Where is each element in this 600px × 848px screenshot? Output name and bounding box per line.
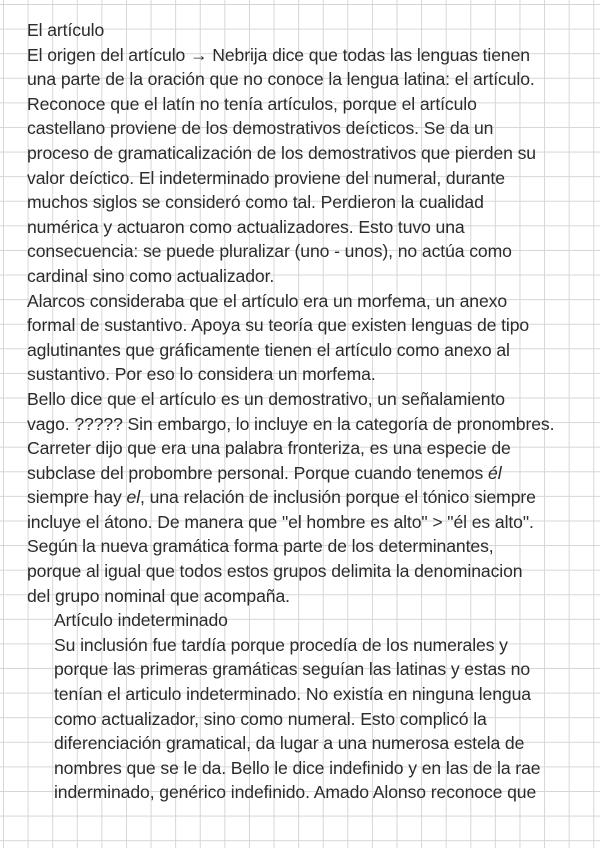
text-line: formal de sustantivo. Apoya su teoría que existen lenguas de tipo — [27, 315, 530, 336]
text-segment: , una relación de inclusión porque el tónico siempre — [140, 487, 536, 508]
text-segment: subclase del probombre personal. Porque cuando tenemos — [27, 462, 484, 483]
indented-text-line: nombres que se le da. Bello le dice indefinido y en las de la rae — [54, 757, 541, 778]
italic-word: el — [126, 487, 141, 508]
indented-text-line: diferenciación gramatical, da lugar a una numerosa estela de — [54, 733, 525, 754]
italic-word: él — [488, 462, 502, 483]
text-line: consecuencia: se puede pluralizar (uno - unos), no actúa como — [27, 241, 512, 262]
text-line: del grupo nominal que acompaña. — [27, 585, 290, 606]
indented-text-line: inderminado, genérico indefinido. Amado Alonso reconoce que — [54, 782, 537, 803]
text-line: incluye el átono. De manera que "el hombre es alto" > "él es alto". — [27, 511, 534, 532]
text-line: aglutinantes que gráficamente tienen el artículo como anexo al — [27, 339, 510, 360]
text-line: porque al igual que todos estos grupos delimita la denominacion — [27, 561, 523, 582]
text-line: muchos siglos se consideró como tal. Perdieron la cualidad — [27, 192, 484, 213]
indented-text-line: tenían el articulo indeterminado. No existía en ninguna lengua — [54, 684, 531, 705]
text-line: sustantivo. Por eso lo considera un morfema. — [27, 364, 376, 385]
page-title: El artículo — [27, 20, 105, 40]
text-line — [27, 461, 595, 486]
text-line: numérica y actuaron como actualizadores. Esto tuvo una — [27, 216, 465, 237]
text-line: castellano proviene de los demostrativos deícticos. Se da un — [27, 118, 494, 139]
text-line: Reconoce que el latín no tenía artículos, porque el artículo — [27, 93, 477, 114]
note-page — [27, 18, 595, 805]
indented-text-line: Su inclusión fue tardía porque procedía de los numerales y — [54, 634, 508, 655]
text-line: vago. ????? Sin embargo, lo incluye en la categoría de pronombres. — [27, 413, 555, 434]
text-line: una parte de la oración que no conoce la lengua latina: el artículo. — [27, 69, 535, 90]
section-subheading: Artículo indeterminado — [54, 610, 228, 631]
text-line: Alarcos consideraba que el artículo era un morfema, un anexo — [27, 290, 508, 311]
text-line: cardinal sino como actualizador. — [27, 265, 275, 286]
text-line — [27, 485, 595, 510]
indented-text-line: como actualizador, sino como numeral. Esto complicó la — [54, 708, 487, 729]
text-segment: siempre hay — [27, 487, 127, 508]
text-line: Bello dice que el artículo es un demostrativo, un señalamiento — [27, 388, 505, 409]
indented-text-line: porque las primeras gramáticas seguían las latinas y estas no — [54, 659, 531, 680]
text-line: Según la nueva gramática forma parte de los determinantes, — [27, 536, 494, 557]
text-line: proceso de gramaticalización de los demostrativos que pierden su — [27, 142, 536, 163]
text-line: Carreter dijo que era una palabra fronteriza, es una especie de — [27, 438, 511, 459]
text-line: El origen del artículo → Nebrija dice que todas las lenguas tienen — [27, 44, 530, 65]
text-line: valor deíctico. El indeterminado proviene del numeral, durante — [27, 167, 505, 188]
